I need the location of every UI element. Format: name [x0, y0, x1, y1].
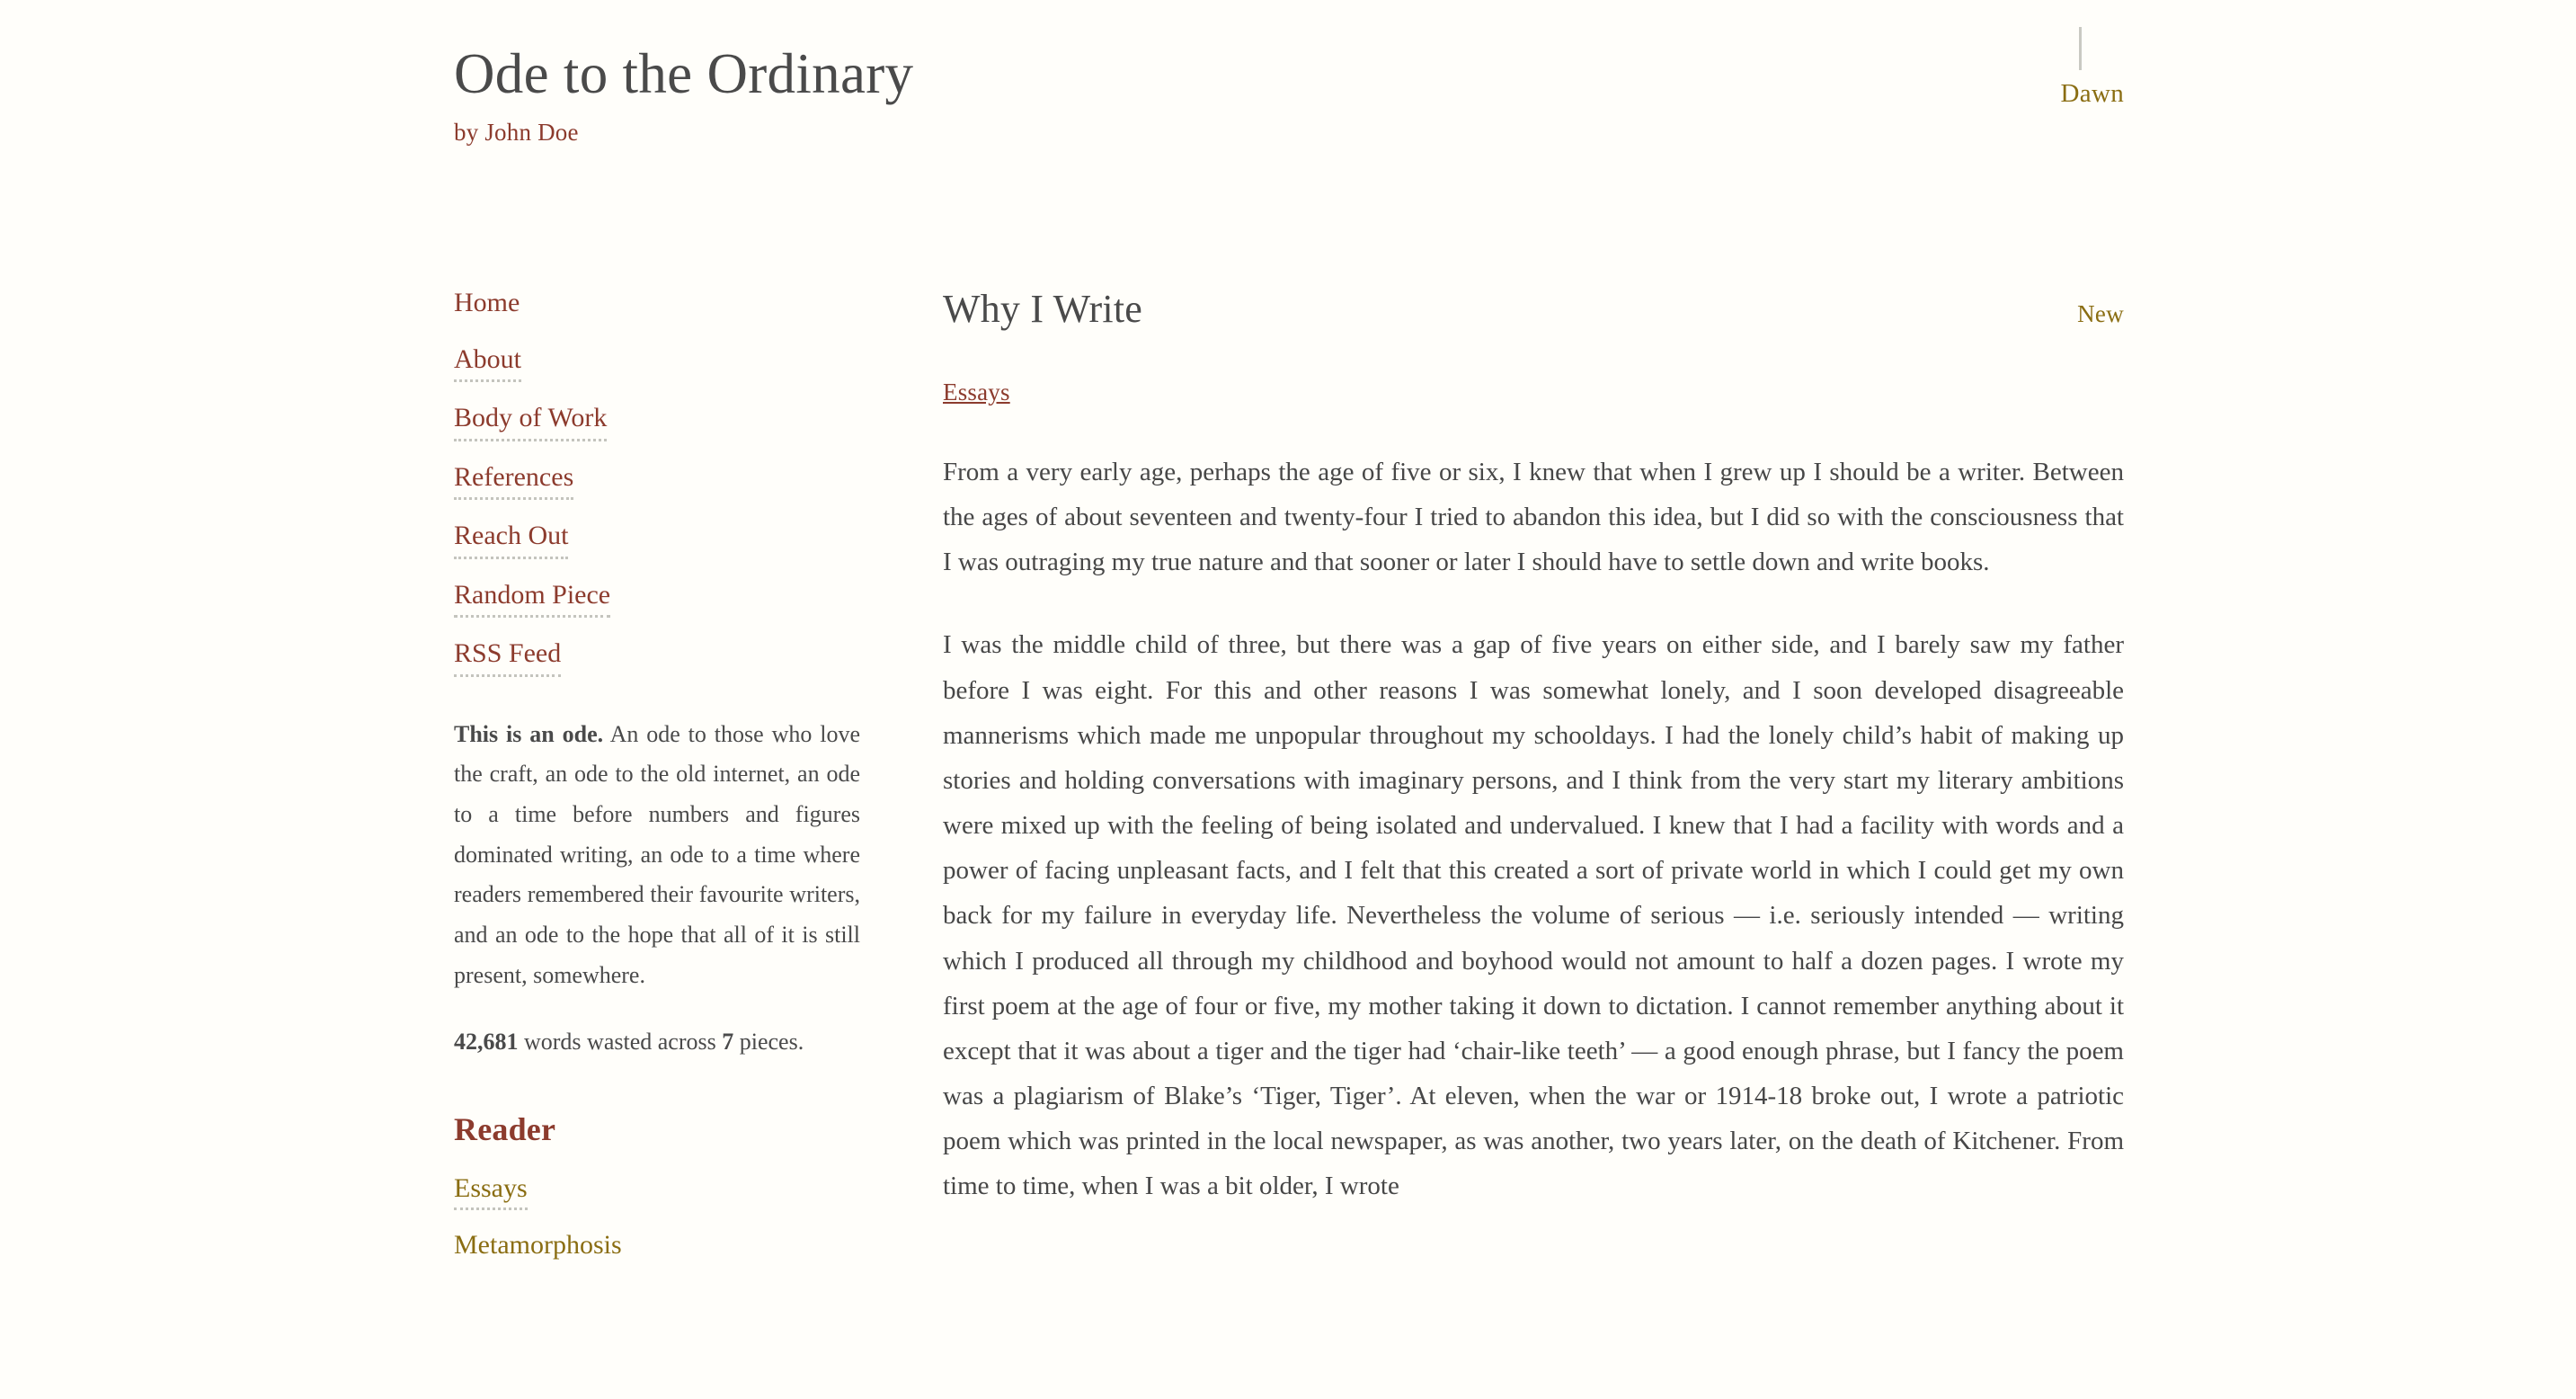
- sidebar-item-rss-feed[interactable]: RSS Feed: [454, 637, 561, 677]
- article-paragraph: From a very early age, perhaps the age of five or six, I knew that when I grew up I should be a writer. Between the ages of about seventeen and twenty-four I tried to abandon this idea, but I did so with the consciousness that I was outraging my true nature and that sooner or later I should have to settle down and write books.: [943, 458, 2124, 577]
- article: [943, 286, 2124, 1209]
- sidebar-description-lead: This is an ode.: [454, 720, 604, 747]
- site-byline: by John Doe: [454, 119, 579, 147]
- content-columns: [454, 286, 2124, 1284]
- reader-section-heading: Reader: [454, 1111, 556, 1148]
- site-identity: [454, 43, 913, 147]
- nav-item-about: [454, 343, 860, 383]
- nav-item-home: [454, 286, 860, 324]
- article-body: [943, 450, 2124, 1209]
- nav-item-body-of-work: [454, 401, 860, 441]
- stats-pieces-label: pieces.: [733, 1028, 804, 1055]
- sidebar-item-body-of-work[interactable]: Body of Work: [454, 401, 607, 441]
- sidebar-nav: [454, 286, 860, 677]
- sidebar-description-rest: An ode to those who love the craft, an ode to the old internet, an ode to a time before numbers and figures dominated writing, an ode to a time where readers remembered their favourite writers, and an ode to the hope that all of it is still present, somewhere.: [454, 720, 860, 988]
- site-header-row: [454, 43, 2124, 147]
- theme-toggle-button[interactable]: Dawn: [2060, 79, 2124, 108]
- sidebar-item-home[interactable]: Home: [454, 288, 520, 317]
- stats-piece-count: 7: [722, 1028, 734, 1055]
- sidebar-item-about[interactable]: About: [454, 343, 521, 383]
- nav-item-random-piece: [454, 578, 860, 619]
- article-paragraph: I was the middle child of three, but there was a gap of five years on either side, and I barely saw my father before I was eight. For this and other reasons I was somewhat lonely, and I soon developed disagreeable mannerisms which made me unpopular throughout my schooldays. I had the lonely child’s habit of making up stories and holding conversations with imaginary persons, and I think from the very start my literary ambitions were mixed up with the feeling of being isolated and undervalued. I knew that I had a facility with words and a power of facing unpleasant facts, and I felt that this created a sort of private world in which I could get my own back for my failure in everyday life. Nevertheless the volume of serious — i.e. seriously intended — writing which I produced all through my childhood and boyhood would not amount to half a dozen pages. I wrote my first poem at the age of four or five, my mother taking it down to dictation. I cannot remember anything about it except that it was about a tiger and the tiger had ‘chair-like teeth’ — a good enough phrase, but I fancy the poem was a plagiarism of Blake’s ‘Tiger, Tiger’. At eleven, when the war or 1914-18 broke out, I wrote a patriotic poem which was printed in the local newspaper, as was another, two years later, on the death of Kitchener. From time to time, when I was a bit older, I wrote: [943, 630, 2124, 1201]
- sidebar-stats: [454, 1023, 860, 1061]
- nav-item-reach-out: [454, 519, 860, 559]
- reader-list: [454, 1173, 860, 1264]
- sidebar-item-references[interactable]: References: [454, 460, 573, 501]
- reader-item-metamorphosis: [454, 1230, 860, 1264]
- sidebar-description: [454, 715, 860, 996]
- article-new-badge[interactable]: New: [2077, 300, 2124, 327]
- reader-link-essays[interactable]: Essays: [454, 1173, 528, 1210]
- site-header: [454, 43, 2124, 147]
- sidebar: [454, 286, 860, 1284]
- reader-link-metamorphosis[interactable]: Metamorphosis: [454, 1230, 622, 1261]
- stats-word-count: 42,681: [454, 1028, 519, 1055]
- article-header: [943, 286, 2124, 332]
- article-category-link[interactable]: Essays: [943, 379, 1010, 405]
- nav-item-rss-feed: [454, 637, 860, 677]
- site-title: Ode to the Ordinary: [454, 42, 914, 105]
- nav-item-references: [454, 460, 860, 501]
- reader-item-essays: [454, 1173, 860, 1210]
- sidebar-item-random-piece[interactable]: Random Piece: [454, 578, 610, 619]
- article-title: Why I Write: [943, 287, 1142, 331]
- stats-words-label: words wasted across: [518, 1028, 723, 1055]
- sidebar-item-reach-out[interactable]: Reach Out: [454, 519, 568, 559]
